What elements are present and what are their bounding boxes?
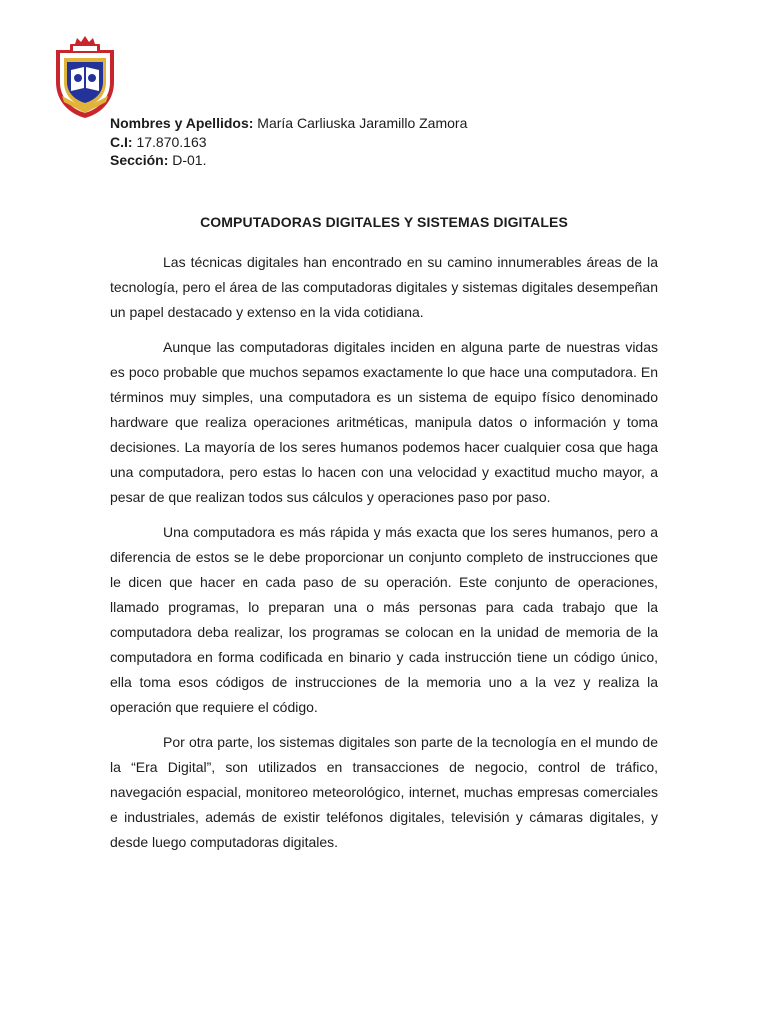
student-info <box>110 114 467 170</box>
id-value: 17.870.163 <box>132 133 207 150</box>
section-label: Sección: <box>110 152 169 168</box>
document-body <box>110 250 658 865</box>
paragraph: Aunque las computadoras digitales inciden en alguna parte de nuestras vidas es poco probable que muchos sepamos exactamente lo que hace una computadora. En términos muy simples, una computadora es un sistema de equipo físico denominado hardware que realiza operaciones aritméticas, manipula datos o información y toma decisiones. La mayoría de los seres humanos podemos hacer cualquier cosa que haga una computadora, pero estas lo hacen con una velocidad y exactitud mucho mayor, a pesar de que realizan todos sus cálculos y operaciones paso por paso. <box>110 339 658 505</box>
paragraph: Las técnicas digitales han encontrado en su camino innumerables áreas de la tecnología, pero el área de las computadoras digitales y sistemas digitales desempeñan un papel destacado y extenso en la vida cotidiana. <box>110 254 658 320</box>
student-id-line <box>110 133 467 152</box>
student-name-line <box>110 114 467 133</box>
name-label: Nombres y Apellidos: <box>110 115 254 131</box>
student-section-line <box>110 151 467 170</box>
paragraph: Una computadora es más rápida y más exacta que los seres humanos, pero a diferencia de estos se le debe proporcionar un conjunto completo de instrucciones que le dicen que hacer en cada paso de su operación. Este conjunto de operaciones, llamado programas, lo preparan una o más personas para cada trabajo que la computadora deba realizar, los programas se colocan en la unidad de memoria de la computadora en forma codificada en binario y cada instrucción tiene un código único, ella toma esos códigos de instrucciones de la memoria uno a la vez y realiza la operación que requiere el código. <box>110 524 658 715</box>
university-crest-icon <box>48 36 122 120</box>
id-label: C.I: <box>110 133 133 150</box>
name-value: María Carliuska Jaramillo Zamora <box>253 115 468 131</box>
document-title: COMPUTADORAS DIGITALES Y SISTEMAS DIGITALES <box>200 214 568 230</box>
paragraph: Por otra parte, los sistemas digitales son parte de la tecnología en el mundo de la “Era Digital”, son utilizados en transacciones de negocio, control de tráfico, navegación espacial, monitoreo meteorológico, internet, muchas empresas comerciales e industriales, además de existir teléfonos digitales, televisión y cámaras digitales, y desde luego computadoras digitales. <box>110 734 658 850</box>
section-value: D-01. <box>168 152 207 168</box>
